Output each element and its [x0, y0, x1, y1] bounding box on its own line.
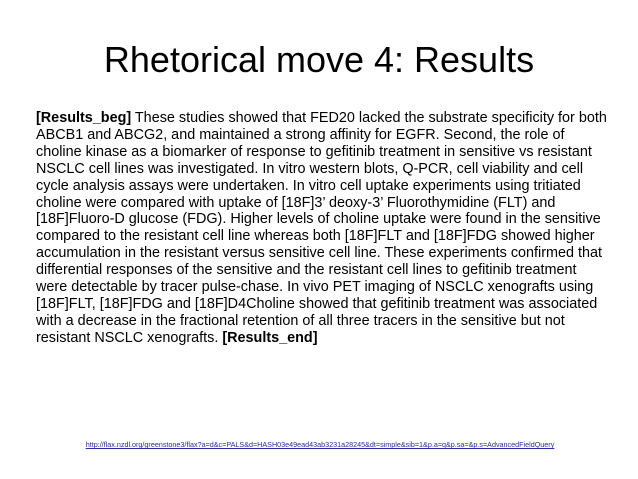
- source-link[interactable]: http://flax.nzdl.org/greenstone3/flax?a=d&c=PALS&d=HASH03e49ead43ab3231a28245&dt=simple&sib=1&p.a=q&p.sa=&p.s=AdvancedFieldQuery: [85, 440, 555, 449]
- slide-title: Rhetorical move 4: Results: [103, 39, 535, 80]
- results-begin-tag: [Results_beg]: [36, 110, 132, 126]
- results-body-text: These studies showed that FED20 lacked the substrate specificity for both ABCB1 and ABCG2, and maintained a strong affinity for EGFR. Second, the role of choline kinase as a biomarker of response to gefitinib treatment in sensitive vs resistant NSCLC cell lines was investigated. In vitro western blots, Q-PCR, cell viability and cell cycle analysis assays were undertaken. In vitro cell uptake experiments using tritiated choline were compared with uptake of [18F]3’ deoxy-3’ Fluorothymidine (FLT) and [18F]Fluoro-D glucose (FDG). Higher levels of choline uptake were found in the sensitive compared to the resistant cell line whereas both [18F]FLT and [18F]FDG showed higher accumulation in the resistant versus sensitive cell line. These experiments confirmed that differential responses of the sensitive and the resistant cell lines to gefitinib treatment were detectable by tracer pulse-chase. In vivo PET imaging of NSCLC xenografts using [18F]FLT, [18F]FDG and [18F]D4Choline showed that gefitinib treatment was associated with a decrease in the fractional retention of all three tracers in the sensitive but not resistant NSCLC xenografts.: [36, 110, 607, 346]
- results-paragraph: [36, 110, 608, 347]
- results-end-tag: [Results_end]: [222, 329, 318, 346]
